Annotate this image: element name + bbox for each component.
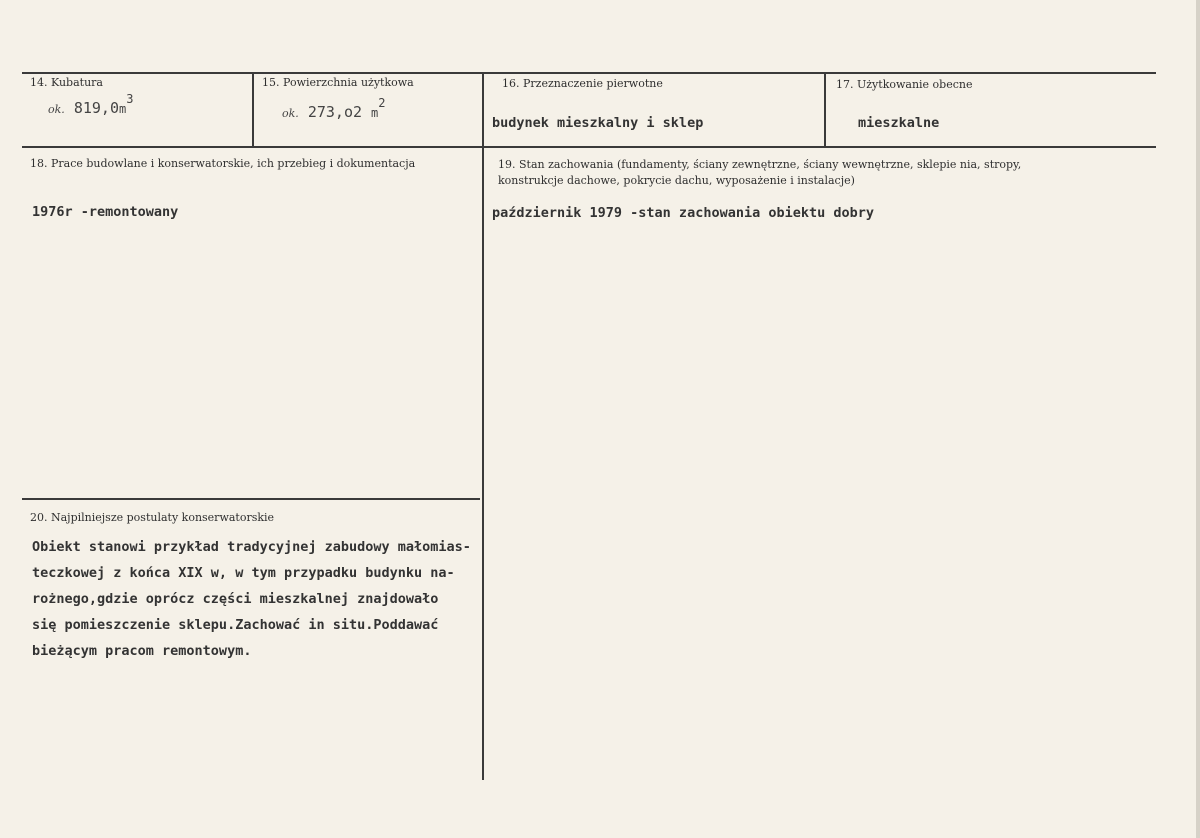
field-14-prefix: ok. xyxy=(48,103,65,116)
field-20-text xyxy=(32,534,482,664)
divider-col2 xyxy=(482,72,484,780)
field-15-number: 273,o2 xyxy=(307,103,363,121)
field-20-line: bieżącym pracom remontowym. xyxy=(32,643,252,659)
field-18-label: 18. Prace budowlane i konserwatorskie, ich przebieg i dokumentacja xyxy=(30,157,416,170)
field-15-label: 15. Powierzchnia użytkowa xyxy=(262,76,414,89)
field-14-label: 14. Kubatura xyxy=(30,76,103,89)
field-15-exponent: 2 xyxy=(378,96,386,110)
card-edge xyxy=(1196,0,1200,838)
divider-col1 xyxy=(252,72,254,148)
field-16-value: budynek mieszkalny i sklep xyxy=(492,115,704,131)
divider-col3 xyxy=(824,72,826,148)
divider-row1 xyxy=(22,146,1156,148)
field-14-exponent: 3 xyxy=(126,92,134,106)
field-14-unit: m xyxy=(118,102,127,116)
field-20-label: 20. Najpilniejsze postulaty konserwatorskie xyxy=(30,511,275,524)
field-15-prefix: ok. xyxy=(282,107,299,120)
field-18-value: 1976r -remontowany xyxy=(32,204,179,220)
field-15-value xyxy=(282,96,386,121)
field-15-unit: m xyxy=(371,106,379,120)
field-19-label-cont: konstrukcje dachowe, pokrycie dachu, wyposażenie i instalacje) xyxy=(498,174,855,187)
field-14-number: 819,0 xyxy=(73,99,119,117)
field-20-line: się pomieszczenie sklepu.Zachować in situ.Poddawać xyxy=(32,617,439,633)
field-17-value: mieszkalne xyxy=(858,115,940,131)
field-17-label: 17. Użytkowanie obecne xyxy=(836,78,973,91)
field-20-line: rożnego,gdzie oprócz części mieszkalnej znajdowało xyxy=(32,591,439,607)
field-19-label: 19. Stan zachowania (fundamenty, ściany zewnętrzne, ściany wewnętrzne, sklepie nia, stropy, xyxy=(498,158,1022,171)
field-20-line: Obiekt stanowi przykład tradycyjnej zabudowy małomias- xyxy=(32,539,471,555)
field-19-value: październik 1979 -stan zachowania obiektu dobry xyxy=(492,205,875,221)
field-20-line: teczkowej z końca XIX w, w tym przypadku budynku na- xyxy=(32,565,455,581)
divider-top xyxy=(22,72,1156,74)
divider-row2 xyxy=(22,498,480,500)
field-14-value xyxy=(48,92,134,117)
field-16-label: 16. Przeznaczenie pierwotne xyxy=(502,77,663,90)
